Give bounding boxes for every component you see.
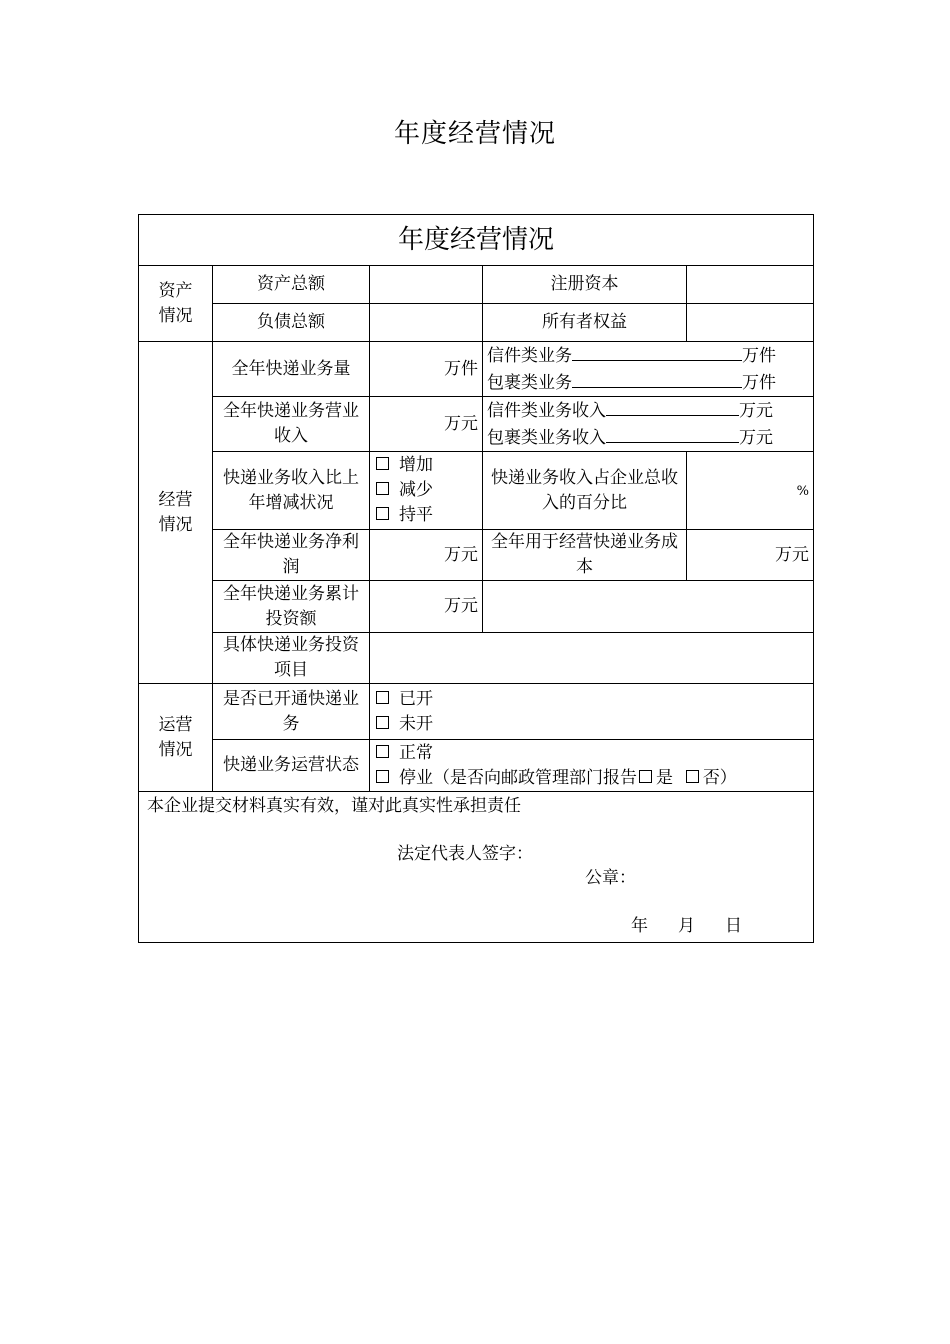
revenue-breakdown[interactable] (483, 397, 814, 452)
checkbox-icon[interactable] (376, 745, 389, 758)
option-suspended[interactable]: 停业（是否向邮政管理部门报告 是 否） (374, 766, 809, 791)
investment-projects-field[interactable] (370, 633, 814, 684)
option-decrease[interactable]: 减少 (374, 478, 478, 503)
net-profit-field[interactable] (370, 530, 483, 581)
option-flat[interactable]: 持平 (374, 503, 478, 528)
volume-breakdown[interactable] (483, 342, 814, 397)
express-volume-label: 全年快递业务量 (213, 342, 370, 397)
empty-cell (483, 581, 814, 633)
parcels-label: 包裹类业务 (487, 373, 572, 393)
checkbox-icon[interactable] (376, 770, 389, 783)
cumulative-investment-field[interactable] (370, 581, 483, 633)
checkbox-yes-icon[interactable] (639, 770, 652, 783)
revenue-share-field[interactable] (687, 452, 814, 530)
day-label: 日 (725, 916, 742, 936)
total-assets-field[interactable] (370, 266, 483, 304)
total-liabilities-field[interactable] (370, 304, 483, 342)
owner-equity-field[interactable] (687, 304, 814, 342)
declaration-text: 本企业提交材料真实有效，谨对此真实性承担责任 (147, 796, 521, 816)
registered-capital-label: 注册资本 (483, 266, 687, 304)
unit-label: 万元 (739, 428, 773, 448)
signature-label: 法定代表人签字： (397, 844, 533, 864)
checkbox-icon[interactable] (376, 457, 389, 470)
owner-equity-label: 所有者权益 (483, 304, 687, 342)
letters-revenue-blank[interactable] (606, 397, 739, 416)
service-opened-label: 是否已开通快递业务 (213, 684, 370, 740)
month-label: 月 (678, 916, 695, 936)
unit-label: 万件 (742, 346, 776, 366)
investment-projects-label: 具体快递业务投资项目 (213, 633, 370, 684)
express-volume-field[interactable] (370, 342, 483, 397)
revenue-change-label: 快递业务收入比上年增减状况 (213, 452, 370, 530)
seal-label: 公章： (585, 868, 636, 888)
page-title: 年度经营情况 (393, 119, 556, 149)
letters-blank[interactable] (572, 342, 742, 361)
service-opened-options (370, 684, 814, 740)
unit-label: 万件 (742, 373, 776, 393)
checkbox-icon[interactable] (376, 482, 389, 495)
parcels-revenue-label: 包裹类业务收入 (487, 428, 606, 448)
option-increase[interactable]: 增加 (374, 453, 478, 478)
date-line (631, 914, 742, 939)
annual-operation-form (138, 214, 814, 943)
operating-cost-label: 全年用于经营快递业务成本 (483, 530, 687, 581)
year-label: 年 (631, 916, 648, 936)
unit-label: 万元 (444, 413, 478, 434)
running-state-label: 快递业务运营状态 (213, 740, 370, 792)
checkbox-no-icon[interactable] (686, 770, 699, 783)
net-profit-label: 全年快递业务净利润 (213, 530, 370, 581)
parcels-blank[interactable] (572, 369, 742, 388)
running-state-options (370, 740, 814, 792)
unit-label: 万元 (775, 544, 810, 565)
table-caption: 年度经营情况 (139, 215, 814, 266)
option-not-opened[interactable]: 未开 (374, 712, 809, 737)
percent-label: % (796, 483, 810, 499)
parcels-revenue-blank[interactable] (606, 424, 739, 443)
total-assets-label: 资产总额 (213, 266, 370, 304)
operating-cost-field[interactable] (687, 530, 814, 581)
checkbox-icon[interactable] (376, 507, 389, 520)
checkbox-icon[interactable] (376, 691, 389, 704)
operations-group-label: 经营 情况 (139, 342, 213, 684)
checkbox-icon[interactable] (376, 716, 389, 729)
option-opened[interactable]: 已开 (374, 687, 809, 712)
revenue-share-label: 快递业务收入占企业总收入的百分比 (483, 452, 687, 530)
unit-label: 万元 (444, 544, 478, 565)
letters-label: 信件类业务 (487, 346, 572, 366)
revenue-change-options (370, 452, 483, 530)
express-revenue-field[interactable] (370, 397, 483, 452)
running-group-label: 运营 情况 (139, 684, 213, 792)
assets-group-label: 资产 情况 (139, 266, 213, 342)
express-revenue-label: 全年快递业务营业收入 (213, 397, 370, 452)
unit-label: 万元 (739, 401, 773, 421)
total-liabilities-label: 负债总额 (213, 304, 370, 342)
option-normal[interactable]: 正常 (374, 741, 809, 766)
unit-label: 万元 (444, 596, 478, 616)
registered-capital-field[interactable] (687, 266, 814, 304)
declaration-section (139, 792, 814, 943)
unit-label: 万件 (444, 358, 478, 379)
letters-revenue-label: 信件类业务收入 (487, 401, 606, 421)
cumulative-investment-label: 全年快递业务累计投资额 (213, 581, 370, 633)
